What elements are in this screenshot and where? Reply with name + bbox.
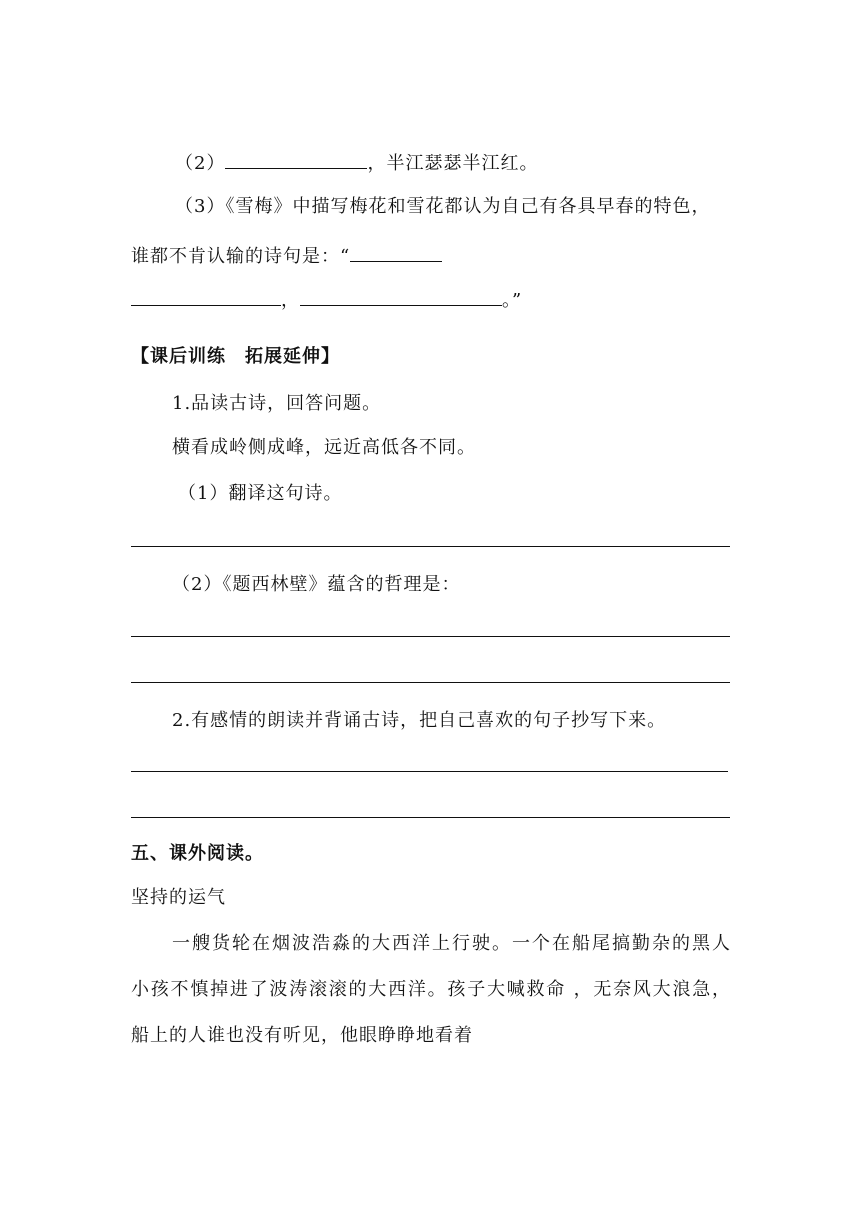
answer-blank[interactable] [300,285,502,306]
section-heading-after-class: 【课后训练 拓展延伸】 [131,346,340,367]
fill-in-question-3-line1: （3）《雪梅》中描写梅花和雪花都认为自己有各具早春的特色， [175,196,711,217]
question-text: ，半江瑟瑟半江红。 [367,153,539,174]
answer-blank[interactable] [131,285,281,306]
answer-line[interactable] [131,546,730,547]
section-heading-reading: 五、课外阅读。 [131,843,264,864]
sub-question-2: （2）《题西林壁》蕴含的哲理是： [172,574,461,595]
paragraph-line-1: 一艘货轮在烟波浩淼的大西洋上行驶。一个在船尾搞勤杂的黑人 [172,933,730,954]
fill-in-question-2 [175,148,538,176]
story-title: 坚持的运气 [131,887,226,908]
answer-line[interactable] [131,771,728,772]
fill-in-question-3-line3 [131,285,522,313]
question-1-label: 1.品读古诗，回答问题。 [172,393,382,414]
question-number: （2） [175,153,226,174]
answer-line[interactable] [131,817,730,818]
answer-blank[interactable] [350,241,442,262]
closing-quote: 。” [502,290,523,311]
poem-line: 横看成岭侧成峰，远近高低各不同。 [172,437,476,458]
question-2-label: 2.有感情的朗读并背诵古诗，把自己喜欢的句子抄写下来。 [172,710,667,731]
question-text: 谁都不肯认输的诗句是：“ [131,246,351,267]
fill-in-question-3-line2 [131,241,442,269]
paragraph-line-3: 船上的人谁也没有听见，他眼睁睁地看着 [131,1025,473,1046]
answer-line[interactable] [131,636,730,637]
separator: ， [281,290,300,311]
sub-question-1: （1）翻译这句诗。 [178,483,343,504]
answer-blank[interactable] [225,148,367,169]
answer-line[interactable] [131,682,730,683]
paragraph-line-2: 小孩不慎掉进了波涛滚滚的大西洋。孩子大喊救命 ，无奈风大浪急， [131,979,730,1000]
